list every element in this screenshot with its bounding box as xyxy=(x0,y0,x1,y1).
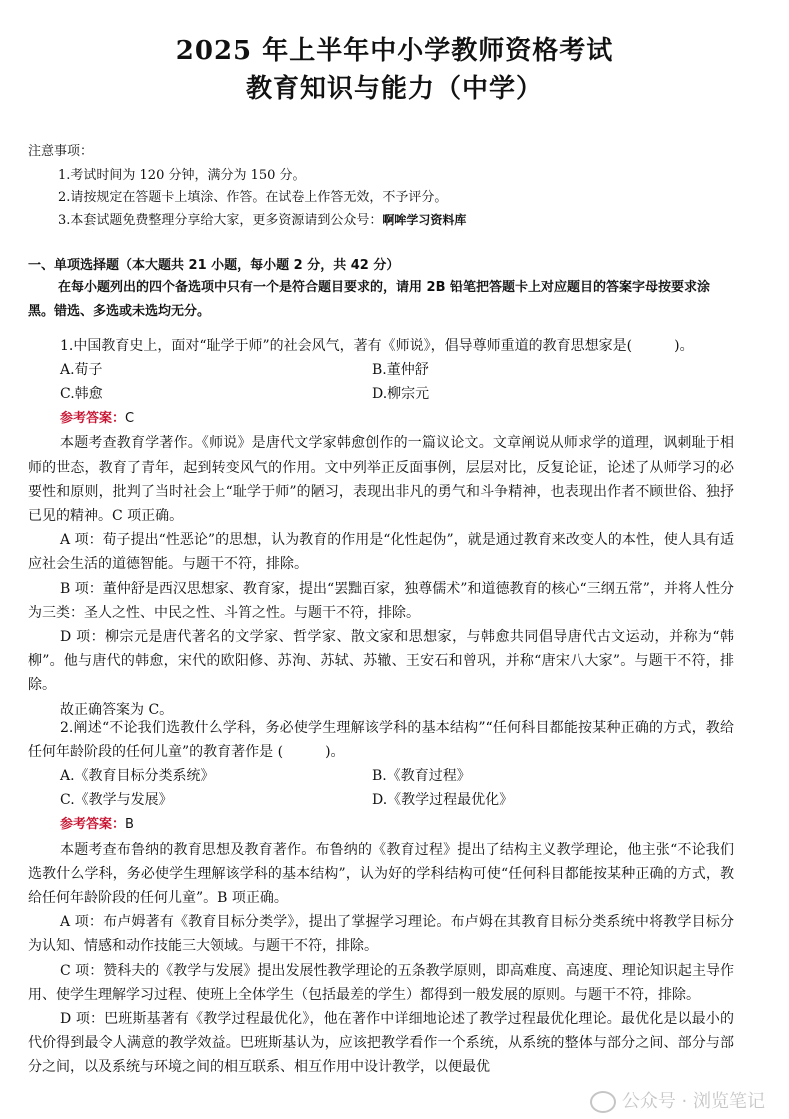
explanation-paragraph: C 项：赞科夫的《教学与发展》提出发展性教学理论的五条教学原则，即高难度、高速度、理论知识起主导作用、使学生理解学习过程、使班上全体学生（包括最差的学生）都得到一般发展的原则。与题干不符，排除。 xyxy=(28,962,734,1003)
answer-label: 参考答案： xyxy=(60,817,126,833)
explanation-paragraph: 本题考查教育学著作。《师说》是唐代文学家韩愈创作的一篇议论文。文章阐说从师求学的道理，讽刺耻于相师的世态，教育了青年，起到转变风气的作用。文中列举正反面事例，层层对比，反复论证，论述了从师学习的必要性和原则，批判了当时社会上“耻学于师”的陋习，表现出非凡的勇气和斗争精神，也表现出作者不顾世俗、独抒已见的精神。C 项正确。 xyxy=(28,435,734,525)
notice-item xyxy=(58,210,466,231)
account-name: 啊哞学习资料库 xyxy=(382,213,467,227)
section-instruction: 在每小题列出的四个备选项中只有一个是符合题目要求的，请用 2B 铅笔把答题卡上对应题目的答案字母按要求涂黑。错选、多选或未选均无分。 xyxy=(28,280,711,319)
question-1 xyxy=(28,334,734,722)
exam-title: 2025 年上半年中小学教师资格考试 xyxy=(175,36,614,66)
question-stem: 1.中国教育史上，面对“耻学于师”的社会风气，著有《师说》，倡导尊师重道的教育思想家是( )。 xyxy=(60,338,694,354)
notice-item-text: 3.本套试题免费整理分享给大家，更多资源请到公众号： xyxy=(58,213,383,228)
option-c: C.《教学与发展》 xyxy=(60,792,173,809)
answer-value: B xyxy=(125,817,134,833)
question-stem: 2.阐述“不论我们选教什么学科，务必使学生理解该学科的基本结构”“任何科目都能按某种正确的方式，教给任何年龄阶段的任何儿童”的教育著作是 ( )。 xyxy=(28,720,734,761)
explanation-paragraph: 本题考查布鲁纳的教育思想及教育著作。布鲁纳的《教育过程》提出了结构主义教学理论，他主张“不论我们选教什么学科，务必使学生理解该学科的基本结构”，认为好的学科结构可使“任何科目都能按某种正确的方式，教给任何年龄阶段的任何儿童”。B 项正确。 xyxy=(28,841,734,907)
explanation-paragraph: A 项：布卢姆著有《教育目标分类学》，提出了掌握学习理论。布卢姆在其教育目标分类系统中将教学目标分为认知、情感和动作技能三大领域。与题干不符，排除。 xyxy=(28,914,734,955)
notice-item: 1.考试时间为 120 分钟，满分为 150 分。 xyxy=(58,168,306,183)
answer-value: C xyxy=(125,411,135,427)
option-row xyxy=(28,382,734,406)
exam-subtitle: 教育知识与能力（中学） xyxy=(245,74,543,104)
notice-item: 2.请按规定在答题卡上填涂、作答。在试卷上作答无效，不予评分。 xyxy=(58,190,448,205)
answer-label: 参考答案： xyxy=(60,411,126,427)
option-d: D.柳宗元 xyxy=(372,386,430,403)
explanation-paragraph: D 项：巴班斯基著有《教学过程最优化》，他在著作中详细地论述了教学过程最优化理论。最优化是以最小的代价得到最令人满意的教学效益。巴班斯基认为，应该把教学看作一个系统，从系统的整体与部分之间、部分与部分之间，以及系统与环境之间的相互联系、相互作用中设计教学，以便最优 xyxy=(28,1011,734,1076)
option-b: B.《教育过程》 xyxy=(372,768,471,785)
wechat-icon xyxy=(590,1091,616,1113)
watermark-text: 公众号 · 浏览笔记 xyxy=(621,1091,765,1112)
explanation-paragraph: D 项：柳宗元是唐代著名的文学家、哲学家、散文家和思想家，与韩愈共同倡导唐代古文运动，并称为“韩柳”。他与唐代的韩愈，宋代的欧阳修、苏洵、苏轼、苏辙、王安石和曾巩，并称“唐宋八大家”。与题干不符，排除。 xyxy=(28,629,734,694)
watermark xyxy=(590,1087,765,1113)
notice-heading: 注意事项： xyxy=(28,144,94,159)
option-a: A.《教育目标分类系统》 xyxy=(60,768,215,785)
option-row xyxy=(28,788,734,812)
explanation-paragraph: 故正确答案为 C。 xyxy=(60,701,174,718)
explanation-paragraph: A 项：荀子提出“性恶论”的思想，认为教育的作用是“化性起伪”，就是通过教育来改变人的本性，使人具有适应社会生活的道德智能。与题干不符，排除。 xyxy=(28,532,734,573)
explanation-paragraph: B 项：董仲舒是西汉思想家、教育家，提出“罢黜百家，独尊儒术”和道德教育的核心“三纲五常”，并将人性分为三类：圣人之性、中民之性、斗筲之性。与题干不符，排除。 xyxy=(28,580,734,621)
option-row xyxy=(28,358,734,382)
question-2 xyxy=(28,716,734,1080)
option-c: C.韩愈 xyxy=(60,386,103,403)
option-row xyxy=(28,764,734,788)
section-heading: 一、单项选择题（本大题共 21 小题，每小题 2 分，共 42 分） xyxy=(28,258,400,273)
option-d: D.《教学过程最优化》 xyxy=(372,792,514,809)
option-b: B.董仲舒 xyxy=(372,362,429,379)
answer-line xyxy=(28,406,734,431)
option-a: A.荀子 xyxy=(60,362,103,379)
answer-line xyxy=(28,812,734,837)
